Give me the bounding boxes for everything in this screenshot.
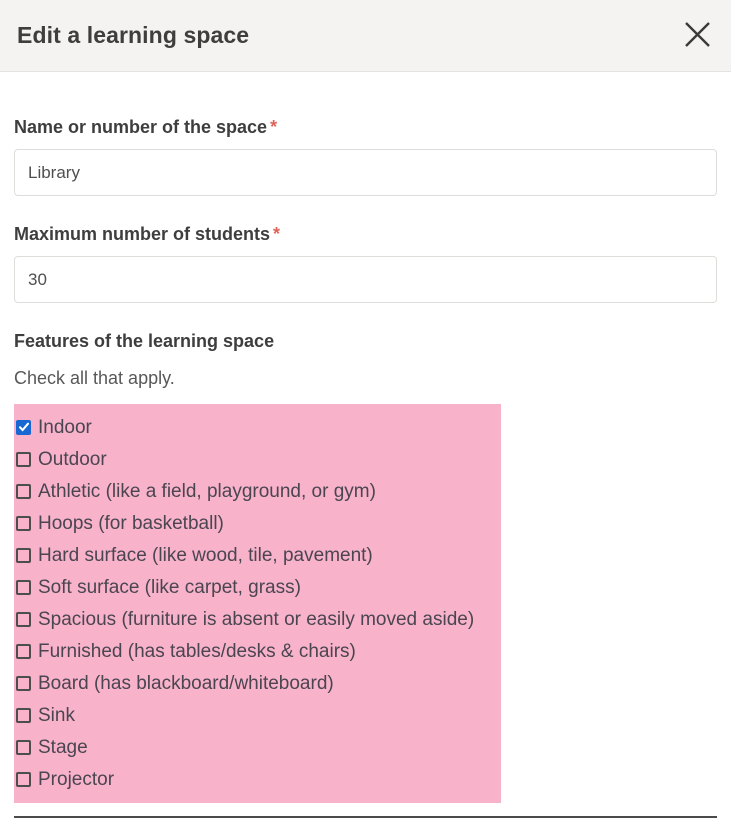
feature-option-label[interactable]: Spacious (furniture is absent or easily moved aside) <box>38 608 475 630</box>
close-icon <box>682 19 713 53</box>
feature-option-label[interactable]: Athletic (like a field, playground, or gym) <box>38 480 376 502</box>
feature-option-label[interactable]: Furnished (has tables/desks & chairs) <box>38 640 356 662</box>
feature-option-row[interactable] <box>16 475 501 507</box>
feature-checkbox[interactable] <box>16 420 31 435</box>
feature-option-label[interactable]: Sink <box>38 704 75 726</box>
feature-option-row[interactable] <box>16 763 501 795</box>
max-students-input[interactable] <box>14 256 717 303</box>
feature-option-row[interactable] <box>16 443 501 475</box>
feature-checkbox[interactable] <box>16 676 31 691</box>
dialog-header <box>0 0 731 72</box>
feature-checkbox[interactable] <box>16 484 31 499</box>
feature-option-row[interactable] <box>16 411 501 443</box>
feature-options-list <box>14 404 501 803</box>
feature-option-label[interactable]: Hoops (for basketball) <box>38 512 224 534</box>
features-heading: Features of the learning space <box>14 331 275 351</box>
feature-option-row[interactable] <box>16 635 501 667</box>
feature-checkbox[interactable] <box>16 548 31 563</box>
feature-option-row[interactable] <box>16 731 501 763</box>
feature-option-label[interactable]: Soft surface (like carpet, grass) <box>38 576 301 598</box>
name-field-label <box>14 117 717 138</box>
required-asterisk: * <box>270 117 278 137</box>
feature-option-row[interactable] <box>16 603 501 635</box>
name-field-label-text: Name or number of the space <box>14 117 268 137</box>
close-button[interactable] <box>679 18 715 54</box>
feature-checkbox[interactable] <box>16 772 31 787</box>
feature-checkbox[interactable] <box>16 644 31 659</box>
space-name-input[interactable] <box>14 149 717 196</box>
dialog-title: Edit a learning space <box>17 22 250 48</box>
feature-option-label[interactable]: Board (has blackboard/whiteboard) <box>38 672 334 694</box>
feature-checkbox[interactable] <box>16 516 31 531</box>
feature-option-row[interactable] <box>16 539 501 571</box>
feature-checkbox[interactable] <box>16 452 31 467</box>
feature-option-row[interactable] <box>16 699 501 731</box>
feature-checkbox[interactable] <box>16 580 31 595</box>
section-divider <box>14 816 717 818</box>
feature-option-label[interactable]: Indoor <box>38 416 92 438</box>
features-instruction: Check all that apply. <box>14 368 175 388</box>
feature-checkbox[interactable] <box>16 612 31 627</box>
feature-checkbox[interactable] <box>16 708 31 723</box>
feature-checkbox[interactable] <box>16 740 31 755</box>
feature-option-row[interactable] <box>16 571 501 603</box>
feature-option-label[interactable]: Outdoor <box>38 448 107 470</box>
feature-option-label[interactable]: Hard surface (like wood, tile, pavement) <box>38 544 373 566</box>
dialog-body <box>0 72 731 803</box>
feature-option-label[interactable]: Stage <box>38 736 88 758</box>
feature-option-row[interactable] <box>16 667 501 699</box>
max-students-label-text: Maximum number of students <box>14 224 271 244</box>
feature-option-row[interactable] <box>16 507 501 539</box>
required-asterisk: * <box>273 224 281 244</box>
feature-option-label[interactable]: Projector <box>38 768 115 790</box>
max-students-field-label <box>14 224 717 245</box>
